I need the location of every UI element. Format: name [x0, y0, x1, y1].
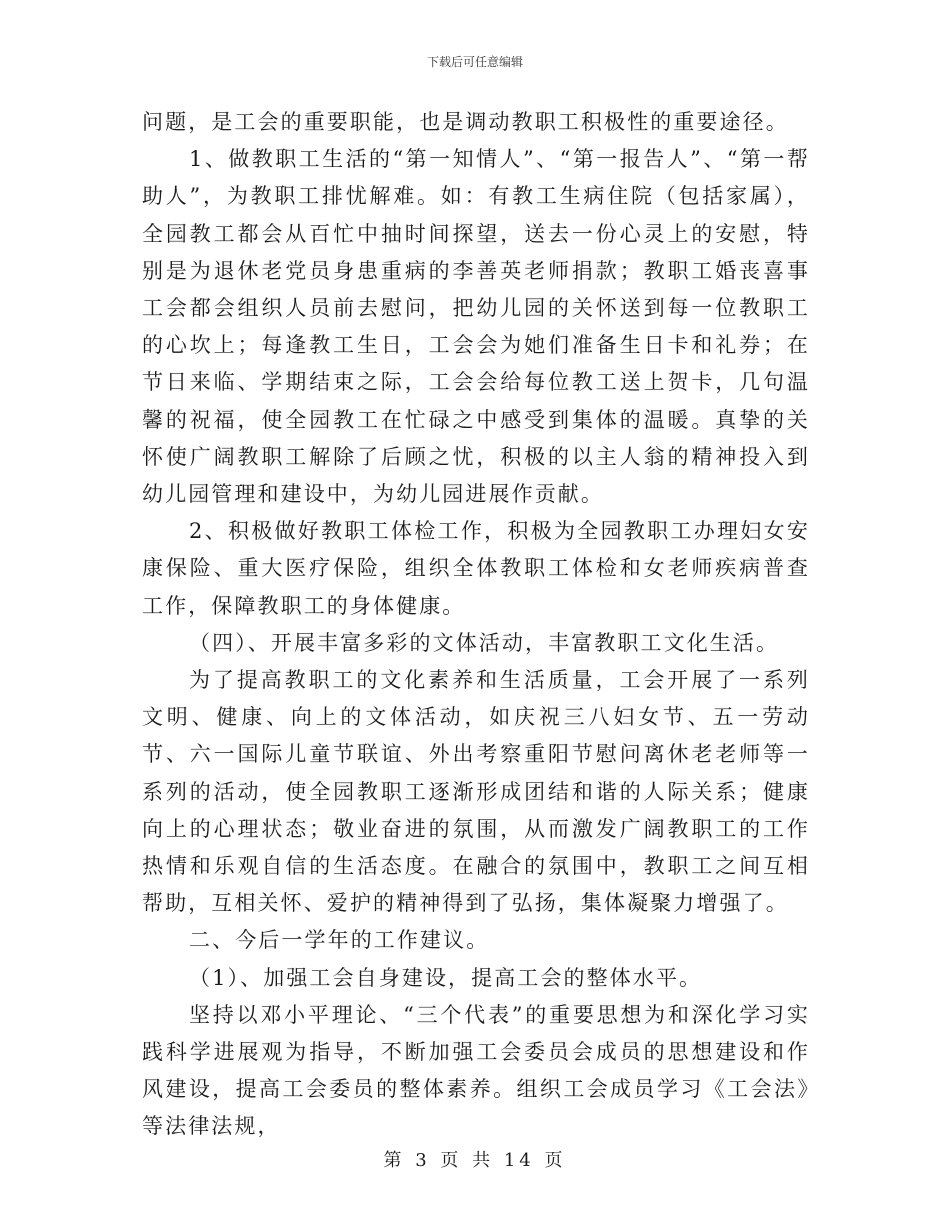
- paragraph-2: 2、积极做好教职工体检工作，积极为全园教职工办理妇女安康保险、重大医疗保险，组织全体教职工体检和女老师疾病普查工作，保障教职工的身体健康。: [142, 519, 810, 618]
- document-body: [142, 104, 810, 1146]
- paragraph-4: 为了提高教职工的文化素养和生活质量，工会开展了一系列文明、健康、向上的文体活动，如庆祝三八妇女节、五一劳动节、六一国际儿童节联谊、外出考察重阳节慰问离休老老师等一系列的活动，使全园教职工逐渐形成团结和谐的人际关系；健康向上的心理状态；敬业奋进的氛围，从而激发广阔教职工的工作热情和乐观自信的生活态度。在融合的氛围中，教职工之间互相帮助，互相关怀、爱护的精神得到了弘扬，集体凝聚力增强了。: [142, 668, 810, 916]
- paragraph-5-section-heading: 二、今后一学年的工作建议。: [189, 928, 490, 953]
- paragraph-6-subheading: （1）、加强工会自身建设，提高工会的整体水平。: [189, 965, 703, 990]
- page-number: 第 3 页 共 14 页: [383, 1150, 567, 1171]
- paragraph-7: 坚持以邓小平理论、“三个代表”的重要思想为和深化学习实践科学进展观为指导，不断加强工会委员会成员的思想建设和作风建设，提高工会委员的整体素养。组织工会成员学习《工会法》等法律法规，: [142, 1002, 810, 1139]
- paragraph-3-section-heading: （四）、开展丰富多彩的文体活动，丰富教职工文化生活。: [189, 630, 780, 655]
- page-header-note: 下载后可任意编辑: [426, 55, 523, 69]
- paragraph-0: 问题，是工会的重要职能，也是调动教职工积极性的重要途径。: [142, 110, 789, 134]
- paragraph-1: 1、做教职工生活的“第一知情人”、“第一报告人”、“第一帮助人”，为教职工排忧解难。如：有教工生病住院（包括家属），全园教工都会从百忙中抽时间探望，送去一份心灵上的安慰，特别是为退休老党员身患重病的李善英老师捐款；教职工婚丧喜事工会都会组织人员前去慰问，把幼儿园的关怀送到每一位教职工的心坎上；每逢教工生日，工会会为她们准备生日卡和礼券；在节日来临、学期结束之际，工会会给每位教工送上贺卡，几句温馨的祝福，使全园教工在忙碌之中感受到集体的温暖。真挚的关怀使广阔教职工解除了后顾之忧，积极的以主人翁的精神投入到幼儿园管理和建设中，为幼儿园进展作贡献。: [142, 147, 810, 507]
